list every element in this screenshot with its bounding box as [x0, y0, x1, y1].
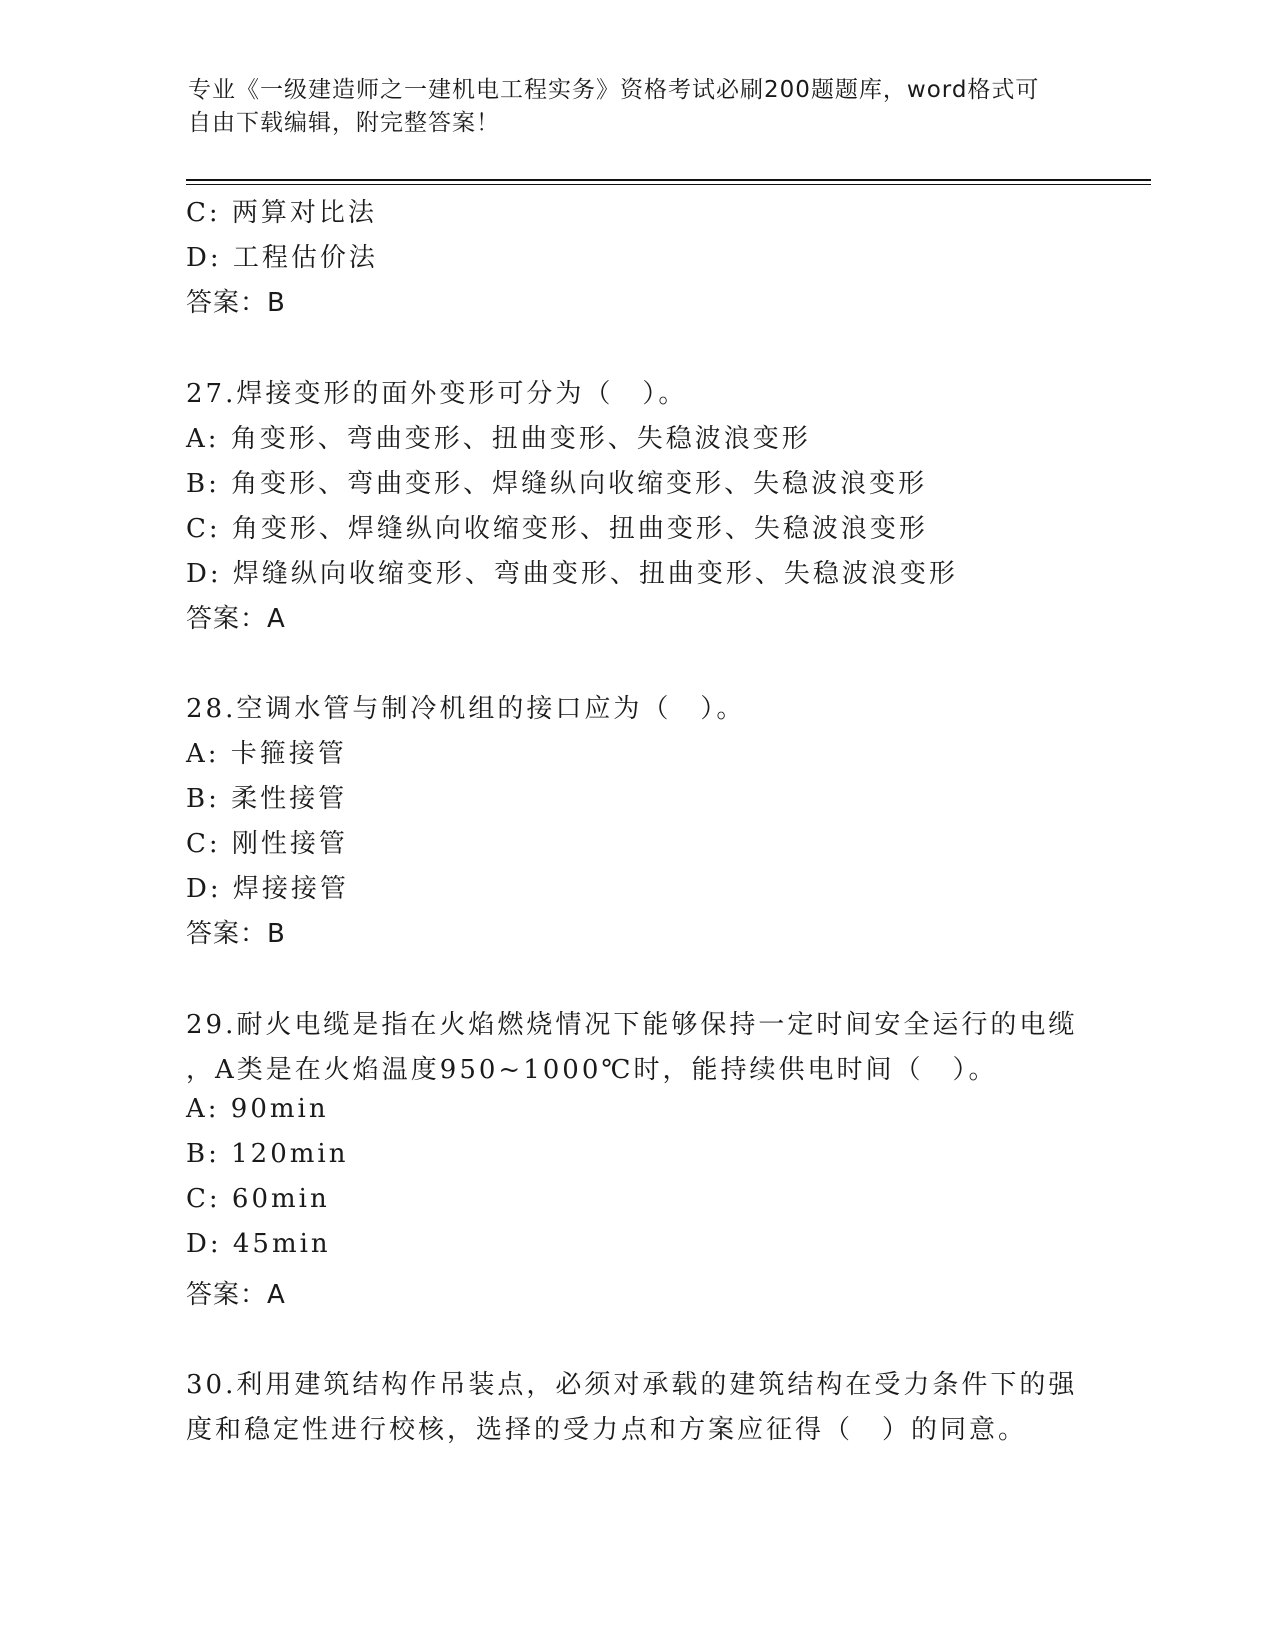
header-divider-thin: [186, 184, 1151, 185]
header-line-2: 自由下载编辑，附完整答案！: [188, 110, 500, 136]
q27-stem: 27.焊接变形的面外变形可分为（ ）。: [186, 379, 688, 409]
q26-answer: 答案：B: [186, 288, 286, 318]
q28-stem: 28.空调水管与制冷机组的接口应为（ ）。: [186, 694, 746, 724]
q27-option-b: B: 角变形、弯曲变形、焊缝纵向收缩变形、失稳波浪变形: [186, 469, 928, 499]
q28-option-c: C: 刚性接管: [186, 829, 348, 859]
q29-stem-line-2: ，A类是在火焰温度950~1000℃时，能持续供电时间（ ）。: [186, 1055, 998, 1085]
document-header: [188, 74, 1068, 140]
q27-option-a: A: 角变形、弯曲变形、扭曲变形、失稳波浪变形: [186, 424, 811, 454]
q30-stem-line-1: 30.利用建筑结构作吊装点，必须对承载的建筑结构在受力条件下的强: [186, 1370, 1078, 1400]
q29-option-d: D: 45min: [186, 1229, 331, 1259]
header-divider-thick: [186, 179, 1151, 181]
q29-answer: 答案：A: [186, 1280, 286, 1310]
header-line-1: 专业《一级建造师之一建机电工程实务》资格考试必刷200题题库，word格式可: [188, 77, 1040, 103]
q28-option-d: D: 焊接接管: [186, 874, 349, 904]
q29-stem-line-1: 29.耐火电缆是指在火焰燃烧情况下能够保持一定时间安全运行的电缆: [186, 1010, 1078, 1040]
q28-option-a: A: 卡箍接管: [186, 739, 347, 769]
q28-answer: 答案：B: [186, 919, 286, 949]
q28-option-b: B: 柔性接管: [186, 784, 348, 814]
q30-stem-line-2: 度和稳定性进行校核，选择的受力点和方案应征得（ ）的同意。: [186, 1415, 1028, 1445]
q29-option-c: C: 60min: [186, 1184, 330, 1214]
q27-option-c: C: 角变形、焊缝纵向收缩变形、扭曲变形、失稳波浪变形: [186, 514, 928, 544]
q26-option-c: C: 两算对比法: [186, 198, 377, 228]
q27-answer: 答案：A: [186, 604, 286, 634]
q27-option-d: D: 焊缝纵向收缩变形、弯曲变形、扭曲变形、失稳波浪变形: [186, 559, 958, 589]
q29-option-a: A: 90min: [186, 1094, 329, 1124]
q29-option-b: B: 120min: [186, 1139, 349, 1169]
q26-option-d: D: 工程估价法: [186, 243, 378, 273]
